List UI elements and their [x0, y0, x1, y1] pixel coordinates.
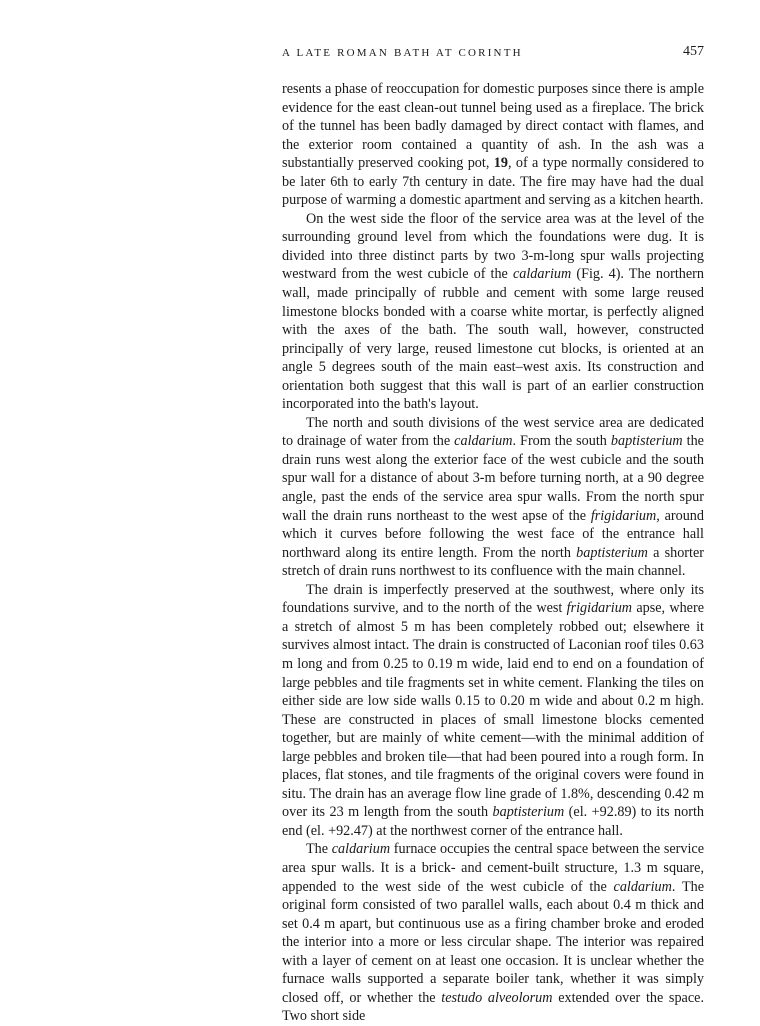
text-run: . From the south: [512, 433, 611, 450]
paragraph-drainage: [282, 414, 704, 581]
paragraph-drain-construction: [282, 581, 704, 841]
text-run: The north and south divisions of the west service area are dedicated to drainage of water from the: [282, 414, 704, 450]
italic-term: caldarium: [512, 266, 572, 283]
italic-term: caldarium: [454, 433, 513, 450]
text-run: (Fig. 4). The northern wall, made principally of rubble and cement with some large reused limestone blocks bonded with a coarse white mortar, is perfectly aligned with the axes of the bath. The south wall, however, constructed principally of very large, reused limestone cut blocks, is oriented at an angle 5 degrees south of the main east–west axis. Its construction and orientation both suggest that this wall is part of an earlier construction incorporated into the bath's layout.: [282, 266, 704, 413]
text-run: a shorter stretch of drain runs northwest to its confluence with the main channel.: [282, 544, 704, 580]
paragraph-caldarium-furnace: [282, 840, 704, 1025]
body-text-column: [282, 80, 704, 1026]
text-run: (el. +92.89) to its north end (el. +92.47) at the northwest corner of the entrance hall.: [282, 804, 704, 839]
italic-term: baptisterium: [576, 544, 648, 561]
italic-term: caldarium: [613, 878, 672, 895]
italic-term: testudo alveolorum: [441, 989, 553, 1006]
text-run: resents a phase of reoccupation for domestic purposes since there is ample evidence for the east clean-out tunnel being used as a fireplace. The brick of the tunnel has been badly damaged by direct contact with flames, and the exterior room contained a quantity of ash. In the ash was a substantially preserved cooking pot,: [282, 81, 704, 172]
text-run: around which it curves before following the west face of the entrance hall northward along its entire length. From the north: [282, 507, 704, 561]
catalog-number: 19: [493, 155, 508, 172]
text-run: The drain is imperfectly preserved at the southwest, where only its foundations survive, and to the north of the west: [282, 581, 704, 617]
paragraph-reoccupation: [282, 80, 704, 210]
text-run: apse, where a stretch of almost 5 m has been completely robbed out; elsewhere it survives almost intact. The drain is constructed of Laconian roof tiles 0.63 m long and from 0.25 to 0.19 m wide, laid end to end on a foundation of large pebbles and tile fragments set in white cement. Flanking the tiles on either side are low side walls 0.15 to 0.20 m wide and about 0.2 m high. These are constructed in places of small limestone blocks cemented together, but are mainly of white cement—with the minimal addition of large pebbles and broken tile—that had been poured into a rough form. In places, flat stones, and tile fragments of the original covers were found in situ. The drain has an average flow line grade of 1.8%, descending 0.42 m over its 23 m length from the south: [282, 600, 704, 821]
text-run: . The original form consisted of two parallel walls, each about 0.4 m thick and set 0.4 m apart, but continuous use as a firing chamber broke and eroded the interior into a more or less circular shape. The interior was repaired with a layer of cement on at least one occasion. It is unclear whether the furnace walls supported a separate boiler tank, whether it was simply closed off, or whether the: [282, 878, 704, 1006]
text-run: furnace occupies the central space between the service area spur walls. It is a brick- and cement-built structure, 1.3 m square, appended to the west side of the west cubicle of the: [282, 841, 704, 895]
paragraph-west-service-area: [282, 210, 704, 414]
italic-term: baptisterium: [492, 804, 565, 821]
running-title: A LATE ROMAN BATH AT CORINTH: [282, 47, 523, 59]
text-run: , of a type normally considered to be later 6th to early 7th century in date. The fire may have had the dual purpose of warming a domestic apartment and serving as a kitchen hearth.: [282, 155, 704, 209]
italic-term: caldarium: [331, 841, 391, 858]
page-number: 457: [683, 44, 704, 59]
italic-term: frigidarium: [566, 600, 633, 617]
italic-term: frigidarium,: [590, 507, 660, 524]
running-head: [282, 44, 704, 64]
text-run: The: [306, 841, 332, 858]
text-run: the drain runs west along the exterior face of the west cubicle and the south spur wall for a distance of about 3-m before turning north, at a 90 degree angle, past the ends of the service area spur walls. From the north spur wall the drain runs northeast to the west apse of the: [282, 433, 704, 524]
text-run: extended over the space. Two short side: [282, 989, 704, 1025]
text-run: On the west side the floor of the service area was at the level of the surrounding ground level from which the foundations were dug. It is divided into three distinct parts by two 3-m-long spur walls projecting westward from the west cubicle of the: [282, 210, 704, 283]
italic-term: baptisterium: [610, 433, 683, 450]
